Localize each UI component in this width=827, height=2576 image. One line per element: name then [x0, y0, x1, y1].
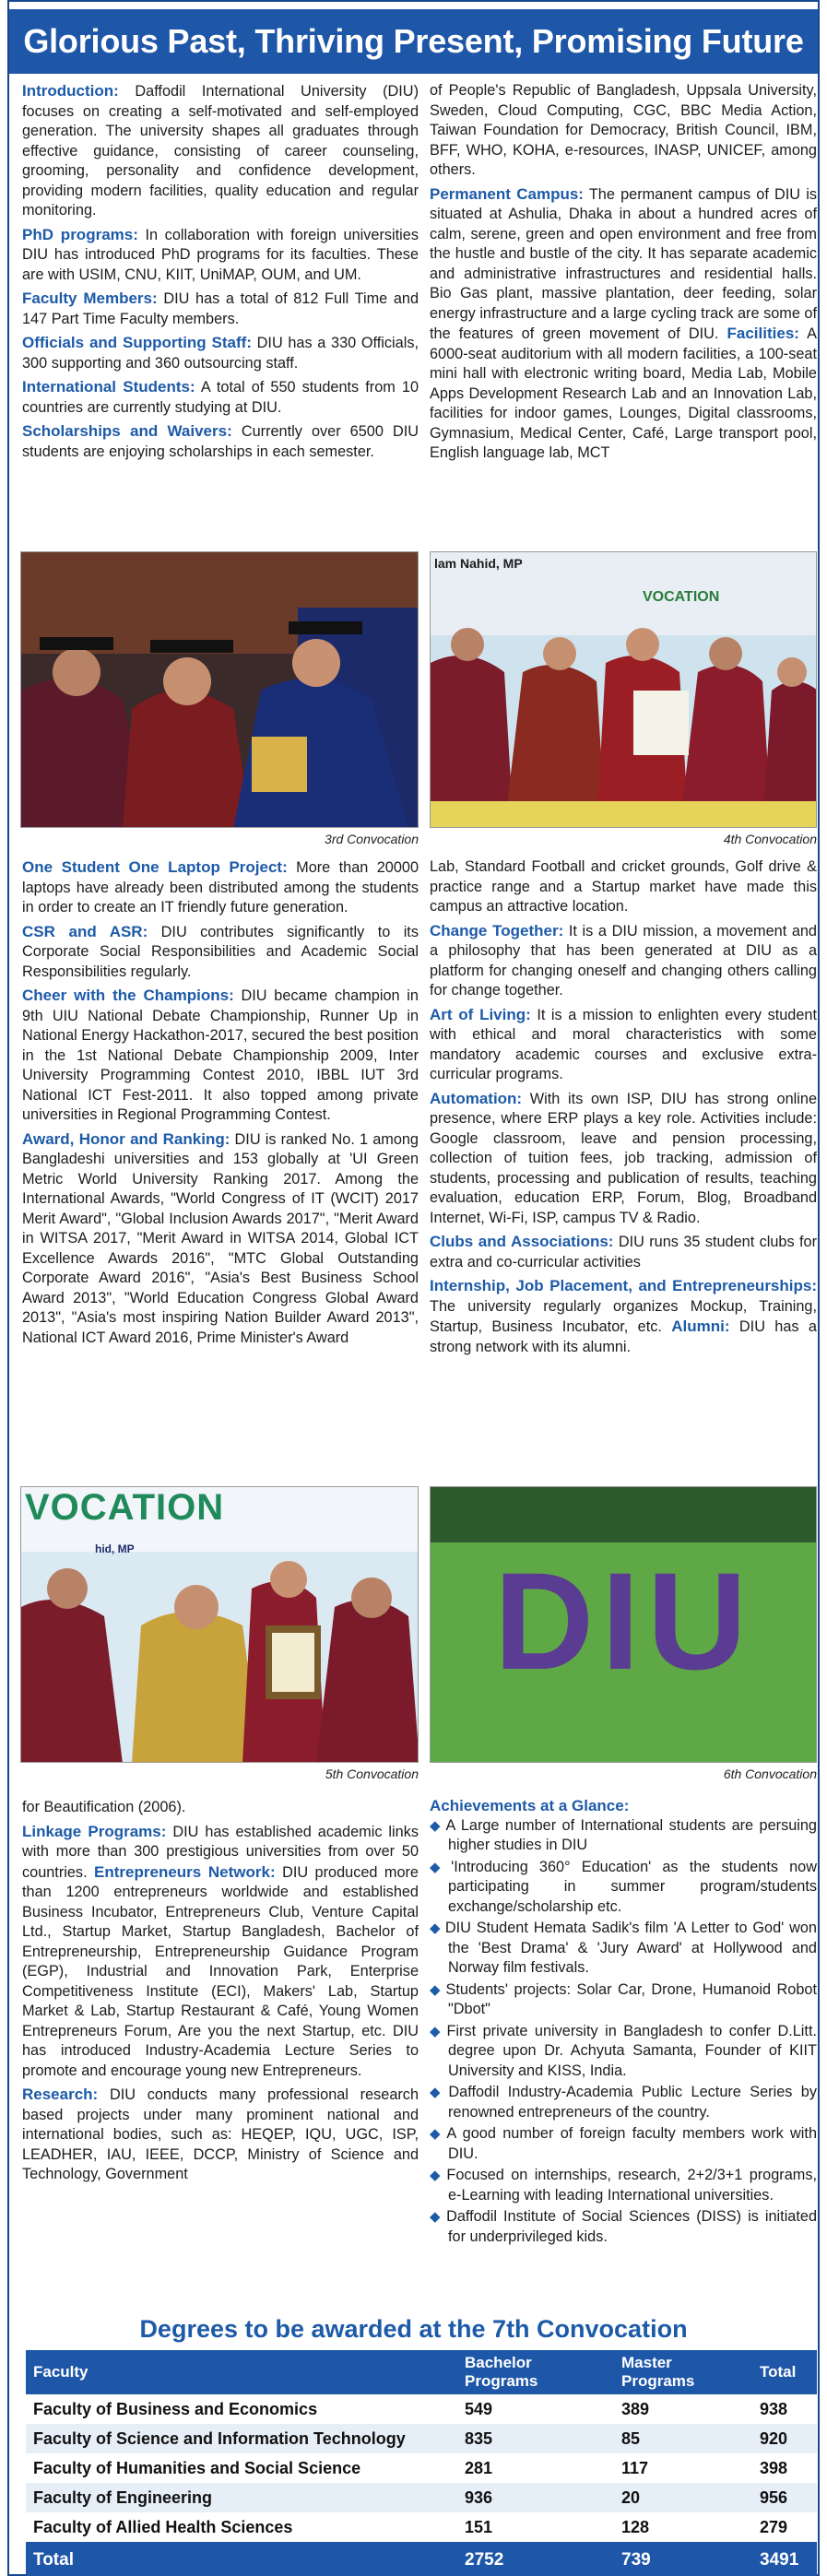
list-item: ◆ 'Introducing 360° Education' as the students now participating in summer program/students exchange/scholarship etc.	[430, 1858, 817, 1915]
clubs-heading: Clubs and Associations:	[430, 1233, 614, 1250]
linkage-text: DIU has established academic links with more than 300 prestigious universities from over 50 countries.	[22, 1823, 419, 1881]
campus-heading: Permanent Campus:	[430, 184, 584, 203]
table-row: Faculty of Science and Information Technology 835 85 920	[26, 2424, 817, 2453]
laptop-heading: One Student One Laptop Project:	[22, 858, 288, 876]
list-item: ◆ A good number of foreign faculty members work with DIU.	[430, 2125, 817, 2162]
research-heading: Research:	[22, 2086, 99, 2103]
clubs-text: DIU runs 35 student clubs for extra and co-curricular activities	[430, 1234, 817, 1270]
stage-sign-text: VOCATION	[643, 589, 720, 605]
photo-5th-convocation	[20, 1486, 419, 1763]
achievements-list	[430, 1816, 817, 2248]
convocation-photo-image	[431, 552, 817, 828]
diamond-bullet-icon: ◆	[430, 1817, 443, 1834]
csr-heading: CSR and ASR:	[22, 922, 148, 940]
caption-4th: 4th Convocation	[723, 832, 817, 846]
right-column-1	[430, 81, 817, 467]
diamond-bullet-icon: ◆	[430, 2126, 443, 2142]
left-column-3	[22, 1798, 419, 2189]
internship-heading: Internship, Job Placement, and Entrepreneurships:	[430, 1277, 817, 1294]
automation-heading: Automation:	[430, 1089, 523, 1107]
laptop-text: More than 20000 laptops have already been distributed among the students in order to create an IT friendly future generation.	[22, 859, 419, 916]
photo-3rd-convocation	[20, 551, 419, 828]
alumni-heading: Alumni:	[671, 1318, 730, 1335]
degrees-table	[26, 2350, 817, 2576]
list-item: ◆ Daffodil Industry-Academia Public Lecture Series by renowned entrepreneurs of the country.	[430, 2084, 817, 2121]
campus-cont-text: Lab, Standard Football and cricket grounds, Golf drive & practice range and a Startup market have made this campus an attractive location.	[430, 858, 817, 915]
automation-text: With its own ISP, DIU has strong online presence, where ERP plays a key role. Activities include: Google classroom, leave and pension processing, collection of tuition fees, job tracking, admission of students, processing and publication of results, teaching evaluation, education ERP, Forum, Blog, Broadband Internet, Wi-Fi, ISP, campus TV & Radio.	[430, 1090, 817, 1226]
achievements-heading: Achievements at a Glance:	[430, 1797, 630, 1814]
facilities-text: A 6000-seat auditorium with all modern facilities, a 100-seat mini hall with electronic writing board, Media Lab, Mobile Apps Development Research Lab and an Innovation Lab, facilities for indoor games, Lounges, Digital classrooms, Gymnasium, Medical Center, Café, Large transport pool, English language lab, MCT	[430, 325, 818, 461]
phd-text: In collaboration with foreign universities DIU has introduced PhD programs for its faculties. These are with USIM, CNU, KIIT, UniMAP, OUM, and UM.	[22, 226, 419, 283]
stage-board-text: lam Nahid, MP	[434, 556, 523, 571]
convocation-photo-image	[21, 552, 419, 828]
diamond-bullet-icon: ◆	[430, 2085, 445, 2100]
diamond-bullet-icon: ◆	[430, 2209, 443, 2225]
diamond-bullet-icon: ◆	[430, 1859, 448, 1875]
research-text: DIU conducts many professional research based projects under many prominent national and international bodies, such as: HEQEP, IQU, UGC, ISP, LEADHER, IAU, IEEE, DCCP, Ministry of Science and Technology, Government	[22, 2086, 419, 2182]
left-column-1	[22, 81, 419, 466]
list-item: ◆ Daffodil Institute of Social Sciences (DISS) is initiated for underprivileged kids.	[430, 2208, 817, 2245]
linkage-heading: Linkage Programs:	[22, 1822, 167, 1840]
award-cont-text: for Beautification (2006).	[22, 1799, 186, 1815]
scholarship-text: Currently over 6500 DIU students are enjoying scholarships in each semester.	[22, 423, 419, 460]
partners-text: of People's Republic of Bangladesh, Uppsala University, Sweden, Cloud Computing, CGC, BBC Media Action, Taiwan Foundation for Democracy, British Council, IBM, BFF, WHO, KOHA, e-resources, INASP, UNICEF, among others.	[430, 82, 817, 178]
diamond-bullet-icon: ◆	[430, 2023, 443, 2039]
award-text: DIU is ranked No. 1 among Bangladeshi universities and 153 globally at 'UI Green Metric World University Ranking 2017. Among the International Awards, "World Congress of IT (WCIT) 2017 Merit Award", "Global Inclusion Awards 2017", "Merit Award in WITSA 2017, "Merit Award in WITSA 2014, Global ICT Excellence Awards 2016", "MTC Global Outstanding Corporate Award 2016", "Asia's Best Business School Award 2013", "World Education Congress Global Award 2013", "Asia's most inspiring Nation Builder Award 2013", National ICT Award 2016, Prime Minister's Award	[22, 1130, 419, 1346]
caption-6th: 6th Convocation	[723, 1767, 817, 1781]
page-title: Glorious Past, Thriving Present, Promising Future	[9, 9, 818, 74]
campus-text: The permanent campus of DIU is situated at Ashulia, Dhaka in about a hundred acres of calm, serene, green and open environment and free from the hustle and bustle of the city. It has separate academic and administrative infrastructures and residential halls. Bio Gas plant, massive plantation, deer feeding, solar energy infrastructure and a large cycling track are some of the features of green movement of DIU.	[430, 185, 817, 342]
cheer-heading: Cheer with the Champions:	[22, 987, 234, 1004]
list-item: ◆ DIU Student Hemata Sadik's film 'A Letter to God' won the 'Best Drama' & 'Jury Award' at Hollywood and Norway film festivals.	[430, 1920, 817, 1976]
list-item: ◆ First private university in Bangladesh to confer D.Litt. degree upon Dr. Achyuta Samanta, Founder of KIIT University and KISS, India.	[430, 2022, 817, 2079]
achievements-section	[430, 1796, 817, 2249]
caption-5th: 5th Convocation	[325, 1767, 419, 1781]
art-heading: Art of Living:	[430, 1005, 531, 1023]
faculty-heading: Faculty Members:	[22, 290, 158, 307]
table-total-row: Total 2752 739 3491	[26, 2542, 817, 2576]
entrepreneurs-text: DIU produced more than 1200 entrepreneurs worldwide and established Business Incubator, Entrepreneurs Club, Venture Capital Ltd., Startup Market, Startup Bangladesh, Bachelor of Entrepreneurship, Entrepreneurship Guidance Program (EGP), Industrial and Innovation Park, Enterprise Competitiveness Institute (ECI), Makers' Lab, Startup Market & Lab, Startup Restaurant & Café, Young Women Entrepreneurs Forum, Are you the next Startup, etc. DIU has introduced Industry-Academia Lecture Series to promote and encourage young new Entrepreneurs.	[22, 1863, 419, 2079]
change-text: It is a DIU mission, a movement and a philosophy that has been generated at DIU as a platform for changing oneself and changing others calling for change together.	[430, 922, 817, 998]
phd-heading: PhD programs:	[22, 225, 138, 243]
change-heading: Change Together:	[430, 921, 564, 939]
art-text: It is a mission to enlighten every student with ethical and moral characteristics with some mandatory academic courses and exclusive extra-curricular programs.	[430, 1006, 817, 1082]
alumni-text: DIU has a strong network with its alumni.	[430, 1318, 817, 1355]
stage-board-text: VOCATION	[25, 1487, 225, 1528]
people-formation-text: DIU	[493, 1543, 755, 1698]
entrepreneurs-heading: Entrepreneurs Network:	[94, 1862, 276, 1881]
list-item: ◆ Students' projects: Solar Car, Drone, Humanoid Robot "Dbot"	[430, 1980, 817, 2017]
intro-text: Daffodil International University (DIU) focuses on creating a self-motivated and self-employed generation. The university shapes all graduates through effective guidance, consisting of career counseling, grooming, personality and confidence development, providing modern facilities, quality education and regular monitoring.	[22, 83, 419, 219]
table-row: Faculty of Business and Economics 549 389 938	[33, 2399, 788, 2418]
left-column-2	[22, 857, 419, 1352]
table-row: Faculty of Engineering 936 20 956	[26, 2483, 817, 2512]
diamond-bullet-icon: ◆	[430, 1981, 443, 1998]
stage-name-text: hid, MP	[95, 1542, 135, 1555]
intro-heading: Introduction:	[22, 82, 119, 100]
intl-students-heading: International Students:	[22, 378, 195, 396]
degrees-title: Degrees to be awarded at the 7th Convocation	[9, 2310, 818, 2347]
table-row: Faculty of Allied Health Sciences 151 128 279	[33, 2517, 788, 2536]
diamond-bullet-icon: ◆	[430, 2168, 443, 2183]
award-heading: Award, Honor and Ranking:	[22, 1129, 230, 1148]
header-master: Master Programs	[614, 2350, 752, 2394]
diamond-bullet-icon: ◆	[430, 1920, 442, 1936]
page	[7, 0, 820, 2576]
facilities-heading: Facilities:	[727, 325, 799, 342]
table-header-row	[26, 2350, 817, 2394]
internship-text: The university regularly organizes Mockup, Training, Startup, Business Incubator, etc.	[430, 1297, 817, 1335]
right-column-2	[430, 857, 817, 1361]
faculty-text: DIU has a total of 812 Full Time and 147 Part Time Faculty members.	[22, 290, 419, 327]
header-total: Total	[752, 2350, 817, 2394]
caption-3rd: 3rd Convocation	[325, 832, 419, 846]
officials-text: DIU has a 330 Officials, 300 supporting and 360 outsourcing staff.	[22, 335, 419, 372]
officials-heading: Officials and Supporting Staff:	[22, 334, 252, 351]
table-row: Faculty of Humanities and Social Science 281 117 398	[33, 2458, 788, 2477]
intl-students-text: A total of 550 students from 10 countries are currently studying at DIU.	[22, 379, 419, 416]
list-item: ◆ A Large number of International students are persuing higher studies in DIU	[430, 1816, 817, 1853]
photo-6th-convocation	[430, 1486, 817, 1763]
csr-text: DIU contributes significantly to its Corporate Social Responsibilities and Academic Social Responsibilities regularly.	[22, 923, 419, 980]
header-bachelor: Bachelor Programs	[457, 2350, 614, 2394]
header-faculty: Faculty	[26, 2350, 457, 2394]
photo-4th-convocation	[430, 551, 817, 828]
list-item: ◆ Focused on internships, research, 2+2/3+1 programs, e-Learning with leading International universities.	[430, 2167, 817, 2204]
scholarship-heading: Scholarships and Waivers:	[22, 422, 232, 440]
cheer-text: DIU became champion in 9th UIU National Debate Championship, Runner Up in National Energy Hackathon-2017, secured the best position in the 1st National Debate Championship 2009, Inter University Programming Contest 2010, IBBL IUT 3rd National ICT Fest-2011. It also topped among private universities in Regional Programming Contest.	[22, 987, 419, 1123]
